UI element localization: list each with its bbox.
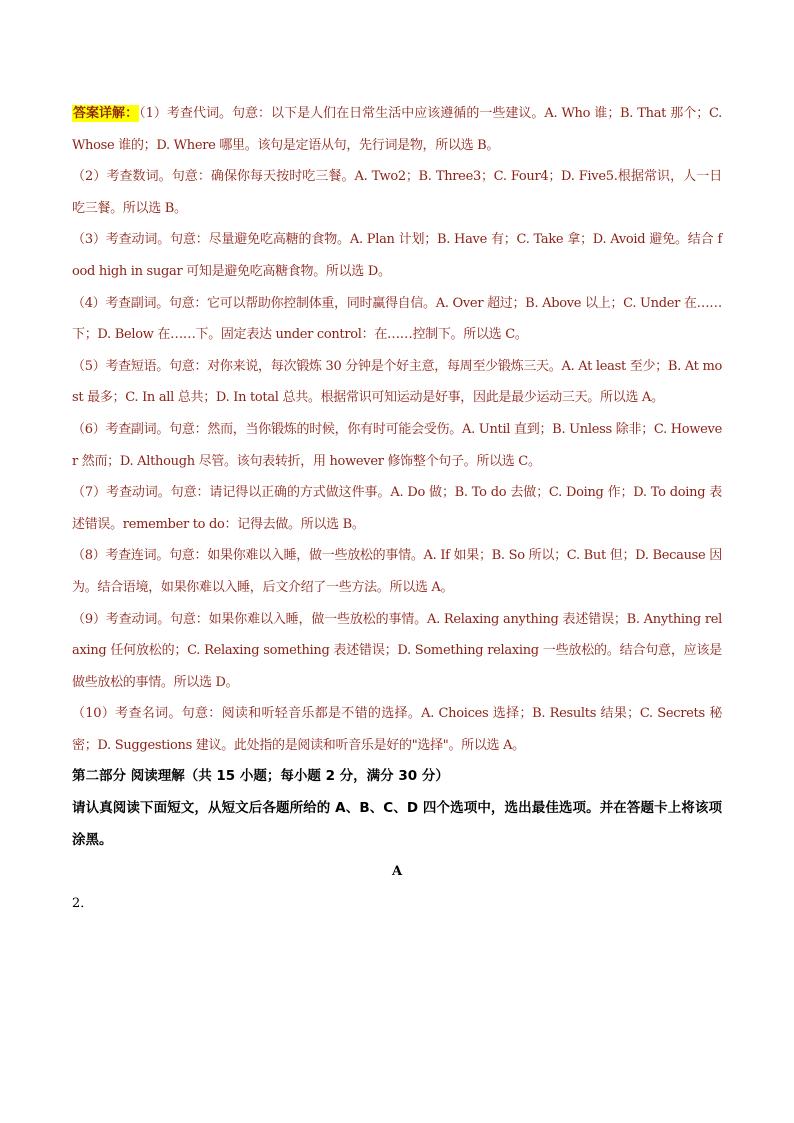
section-instruction: 请认真阅读下面短文，从短文后各题所给的 A、B、C、D 四个选项中，选出最佳选项。并在答题卡上将该项涂黑。 bbox=[72, 800, 722, 848]
explanation-7: （7）考查动词。句意：请记得以正确的方式做这件事。A. Do 做；B. To do 去做；C. Doing 作；D. To doing 表述错误。remember to do：记得去做。所以选 B。 bbox=[72, 485, 722, 532]
question-number: 2． bbox=[72, 895, 94, 911]
answer-tag: 答案详解： bbox=[73, 106, 139, 121]
explanation-2: （2）考查数词。句意：确保你每天按时吃三餐。A. Two2；B. Three3；C. Four4；D. Five5.根据常识，人一日吃三餐。所以选 B。 bbox=[72, 169, 722, 216]
explanation-4: （4）考查副词。句意：它可以帮助你控制体重，同时赢得自信。A. Over 超过；B. Above 以上；C. Under 在……下；D. Below 在……下。固定表达 under control：在……控制下。所以选 C。 bbox=[72, 295, 722, 343]
explanation-1 bbox=[72, 98, 722, 161]
document-page bbox=[72, 98, 722, 919]
explanation-5: （5）考查短语。句意：对你来说，每次锻炼 30 分钟是个好主意，每周至少锻炼三天。A. At least 至少；B. At most 最多；C. In all 总共；D. In total 总共。根据常识可知运动是好事，因此是最少运动三天。所以选 A。 bbox=[72, 358, 722, 406]
explanation-6: （6）考查副词。句意：然而，当你锻炼的时候，你有时可能会受伤。A. Until 直到；B. Unless 除非；C. However 然而；D. Although 尽管。该句表转折，用 however 修饰整个句子。所以选 C。 bbox=[72, 421, 722, 469]
explanation-8: （8）考查连词。句意：如果你难以入睡，做一些放松的事情。A. If 如果；B. So 所以；C. But 但；D. Because 因为。结合语境，如果你难以入睡，后文介绍了一些方法。所以选 A。 bbox=[72, 548, 722, 595]
explanation-9: （9）考查动词。句意：如果你难以入睡，做一些放松的事情。A. Relaxing anything 表述错误；B. Anything relaxing 任何放松的；C. Relaxing something 表述错误；D. Something relaxing 一些放松的。结合句意，应该是做些放松的事情。所以选 D。 bbox=[72, 611, 722, 690]
passage-label: A bbox=[391, 864, 403, 880]
section-title: 第二部分 阅读理解（共 15 小题；每小题 2 分，满分 30 分） bbox=[72, 768, 449, 785]
explanation-10: （10）考查名词。句意：阅读和听轻音乐都是不错的选择。A. Choices 选择；B. Results 结果；C. Secrets 秘密；D. Suggestions 建议。此处指的是阅读和听音乐是好的"选择"。所以选 A。 bbox=[72, 706, 722, 753]
explanation-1-text: （1）考查代词。句意：以下是人们在日常生活中应该遵循的一些建议。A. Who 谁；B. That 那个；C. Whose 谁的；D. Where 哪里。该句是定语从句，先行词是物，所以选 B。 bbox=[72, 106, 722, 153]
explanation-3: （3）考查动词。句意：尽量避免吃高糖的食物。A. Plan 计划；B. Have 有；C. Take 拿；D. Avoid 避免。结合 food high in sugar 可知是避免吃高糖食物。所以选 D。 bbox=[72, 232, 722, 279]
